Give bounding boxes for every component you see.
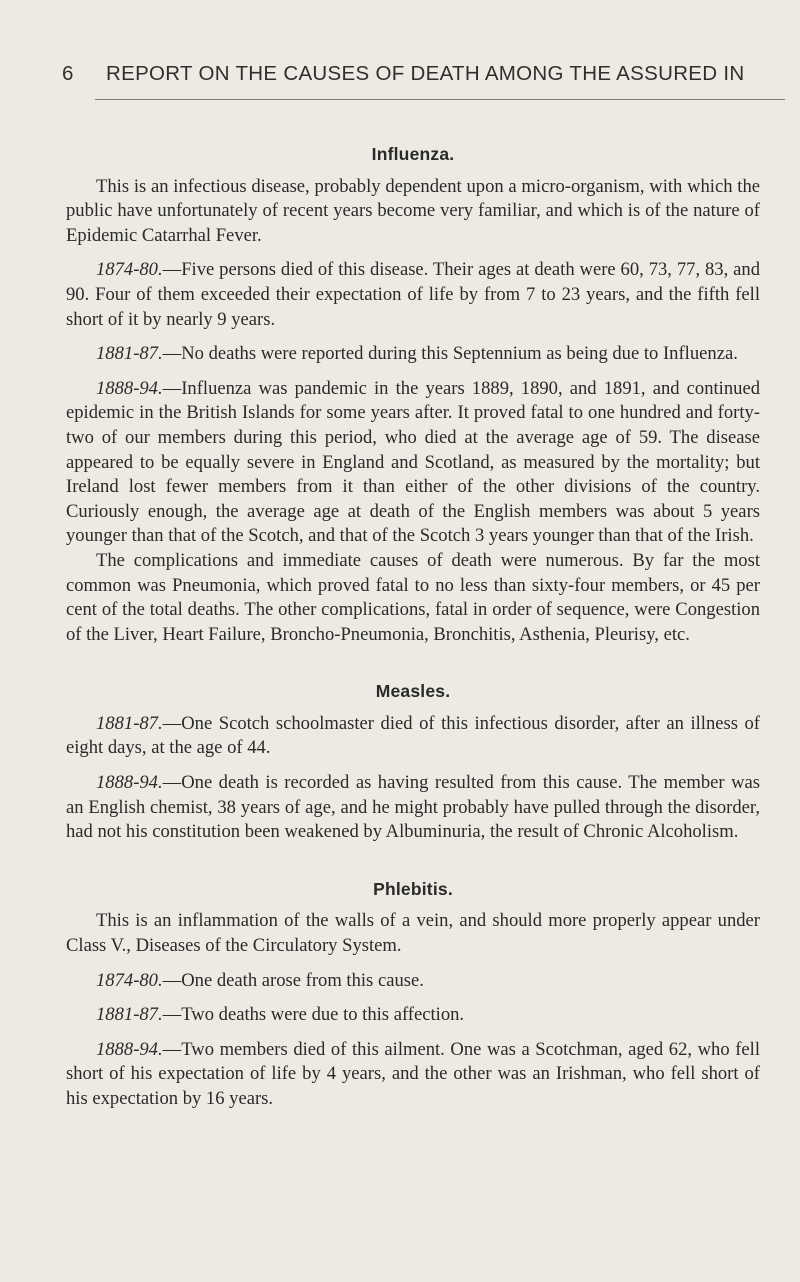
- section-heading: Phlebitis.: [373, 878, 453, 899]
- paragraph: [66, 969, 760, 994]
- paragraph: [66, 771, 760, 845]
- paragraph-text: —Two members died of this ailment. One was a Scotchman, aged 62, who fell short of his expectation of life by 4 years, and the other was an Irishman, who fell short of his expectation by 16 years.: [66, 1038, 760, 1109]
- paragraph: [66, 549, 760, 647]
- header-rule: [95, 99, 785, 100]
- paragraph: [66, 1003, 760, 1028]
- period-label: 1881-87.: [96, 343, 163, 365]
- paragraph: [66, 377, 760, 549]
- period-label: 1881-87.: [96, 1004, 163, 1026]
- section-gap: [66, 855, 760, 877]
- paragraph-text: —One death is recorded as having resulted from this cause. The member was an English chemist, 38 years of age, and he might probably have pulled through the disorder, had not his constitution been weakened by Albuminuria, the result of Chronic Alcoholism.: [66, 772, 760, 843]
- paragraph-text: —One Scotch schoolmaster died of this infectious disorder, after an illness of eight days, at the age of 44.: [66, 712, 760, 759]
- paragraph-text: This is an infectious disease, probably dependent upon a micro-organism, with which the public have unfortunately of recent years become very familiar, and which is of the nature of Epidemic Catarrhal Fever.: [66, 175, 760, 246]
- paragraph-text: —No deaths were reported during this Septennium as being due to Influenza.: [162, 343, 738, 365]
- running-header: [62, 62, 782, 86]
- body-text: [66, 142, 760, 1122]
- paragraph: [66, 175, 760, 249]
- section-heading: Influenza.: [371, 144, 455, 164]
- paragraph-text: —Influenza was pandemic in the years 1889, 1890, and 1891, and continued epidemic in the British Islands for some years after. It proved fatal to one hundred and forty-two of our members during this period, who died at the average age of 59. The disease appeared to be equally severe in England and Scotland, as measured by the mortality; but Ireland lost fewer members from it than either of the other divisions of the country. Curiously enough, the average age at death of the English members was about 5 years younger than that of the Scotch, and that of the Scotch 3 years younger than that of the Irish.: [66, 377, 760, 547]
- period-label: 1888-94.: [96, 377, 163, 399]
- section-gap: [66, 657, 760, 679]
- paragraph-text: —Five persons died of this disease. Their ages at death were 60, 73, 77, 83, and 90. Four of them exceeded their expectation of life by from 7 to 23 years, and the fifth fell short of it by nearly 9 years.: [66, 259, 760, 330]
- paragraph: [66, 342, 760, 367]
- paragraph-text: —One death arose from this cause.: [162, 969, 424, 991]
- running-title: REPORT ON THE CAUSES OF DEATH AMONG THE ASSURED IN: [106, 62, 745, 85]
- paragraph-text: —Two deaths were due to this affection.: [162, 1004, 465, 1026]
- section-phlebitis: [66, 877, 760, 1112]
- period-label: 1888-94.: [96, 1038, 163, 1060]
- paragraph-text: The complications and immediate causes of death were numerous. By far the most common was Pneumonia, which proved fatal to no less than sixty-four members, or 45 per cent of the total deaths. The other complications, fatal in order of sequence, were Congestion of the Liver, Heart Failure, Broncho-Pneumonia, Bronchitis, Asthenia, Pleurisy, etc.: [66, 549, 760, 645]
- period-label: 1881-87.: [96, 712, 163, 734]
- paragraph-text: This is an inflammation of the walls of a vein, and should more properly appear under Class V., Diseases of the Circulatory System.: [66, 910, 760, 957]
- section-measles: [66, 679, 760, 845]
- paragraph: [66, 258, 760, 332]
- paragraph: [66, 1038, 760, 1112]
- page-number: 6: [62, 62, 74, 85]
- period-label: 1874-80.: [96, 259, 163, 281]
- period-label: 1874-80.: [96, 969, 163, 991]
- paragraph: [66, 909, 760, 958]
- section-heading: Measles.: [375, 681, 451, 702]
- period-label: 1888-94.: [96, 772, 163, 794]
- paragraph: [66, 712, 760, 761]
- section-influenza: [66, 142, 760, 647]
